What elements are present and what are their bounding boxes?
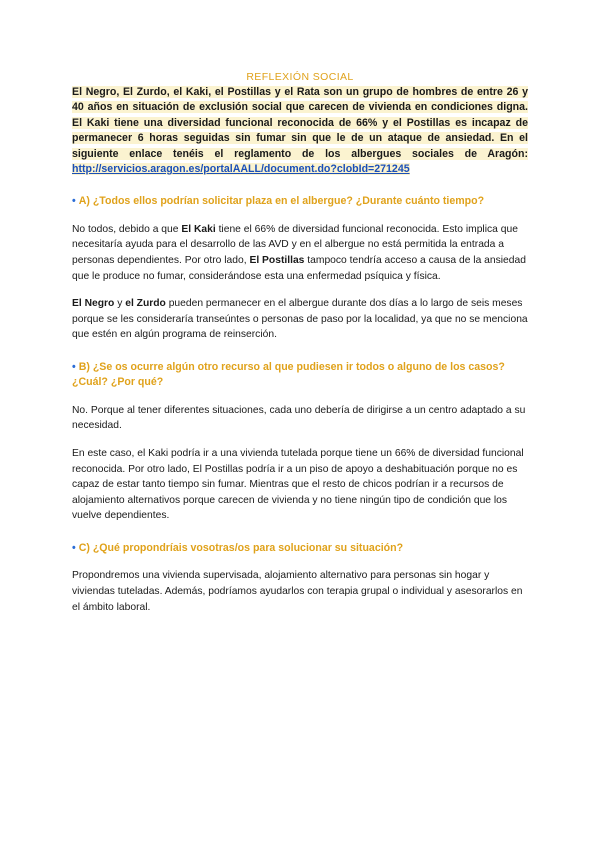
- answer-a1-bold-postillas: El Postillas: [249, 255, 305, 267]
- intro-paragraph: [72, 85, 528, 177]
- answer-b-paragraph-2: En este caso, el Kaki podría ir a una vivienda tutelada porque tiene un 66% de diversidad funcional reconocida. Por otro lado, El Postillas podría ir a un piso de apoyo a deshabituación porque no es capaz de estar tanto tiempo sin fumar. Mientras que el resto de chicos podrían ir a recursos de alojamiento alternativos porque carecen de vivienda y no tiene ningún tipo de condición que los vuelve dependientes.: [72, 448, 524, 522]
- question-b-text: B) ¿Se os ocurre algún otro recurso al que pudiesen ir todos o alguno de los casos? ¿Cuál? ¿Por qué?: [72, 361, 505, 389]
- bullet-b: •: [72, 361, 76, 373]
- document-content: [72, 70, 528, 615]
- answer-a2-text-2: pueden permanecer en el albergue durante dos días a lo largo de seis meses porque se les consideraría transeúntes o personas de paso por la localidad, ya que no se menciona que estén en algún programa de reinserción.: [72, 298, 528, 341]
- answer-a-paragraph-1: [72, 222, 528, 284]
- reglamento-link[interactable]: http://servicios.aragon.es/portalAALL/document.do?clobId=271245: [72, 163, 410, 176]
- answer-a1-text-2: tiene el 66% de diversidad funcional reconocida. Esto implica que necesitaría ayuda para el desarrollo de las AVD y en el albergue no está permitida la entrada a personas dependientes. Por otro lado,: [72, 223, 518, 267]
- answer-a1-bold-kaki: El Kaki: [181, 223, 216, 235]
- question-b: [72, 360, 528, 391]
- bullet-a: •: [72, 195, 76, 208]
- intro-text: El Negro, El Zurdo, el Kaki, el Postillas y el Rata son un grupo de hombres de entre 26 y 40 años en situación de exclusión social que carecen de vivienda en condiciones digna. El Kaki tiene una diversidad funcional reconocida de 66% y el Postillas es incapaz de permanecer 6 horas seguidas sin fumar sin que le de un ataque de ansiedad. En el siguiente enlace tenéis el reglamento de los albergues sociales de Aragón:: [72, 86, 528, 160]
- page-title: REFLEXIÓN SOCIAL: [246, 71, 354, 83]
- answer-a2-bold-zurdo: el Zurdo: [125, 298, 166, 310]
- question-a: [72, 194, 528, 209]
- answer-a-paragraph-2: [72, 296, 528, 343]
- question-c-text: C) ¿Qué propondríais vosotras/os para solucionar su situación?: [78, 541, 404, 554]
- question-a-text: A) ¿Todos ellos podrían solicitar plaza en el albergue? ¿Durante cuánto tiempo?: [78, 195, 485, 208]
- answer-a2-bold-negro: El Negro: [72, 298, 115, 310]
- bullet-c: •: [72, 541, 76, 554]
- answer-c-paragraph-1: Propondremos una vivienda supervisada, alojamiento alternativo para personas sin hogar y viviendas tuteladas. Además, podríamos ayudarlos con terapia grupal o individual y asesorarlos en el ámbito laboral.: [72, 570, 523, 613]
- question-c: [72, 541, 528, 556]
- answer-a1-text-1: No todos, debido a que: [72, 223, 182, 235]
- answer-a2-text-1: y: [114, 298, 126, 310]
- answer-b-paragraph-1: No. Porque al tener diferentes situaciones, cada uno debería de dirigirse a un centro adaptado a su necesidad.: [72, 404, 526, 432]
- answer-a1-text-3: tampoco tendría acceso a causa de la ansiedad que le produce no fumar, considerándose esta una enfermedad psíquica y física.: [72, 255, 526, 282]
